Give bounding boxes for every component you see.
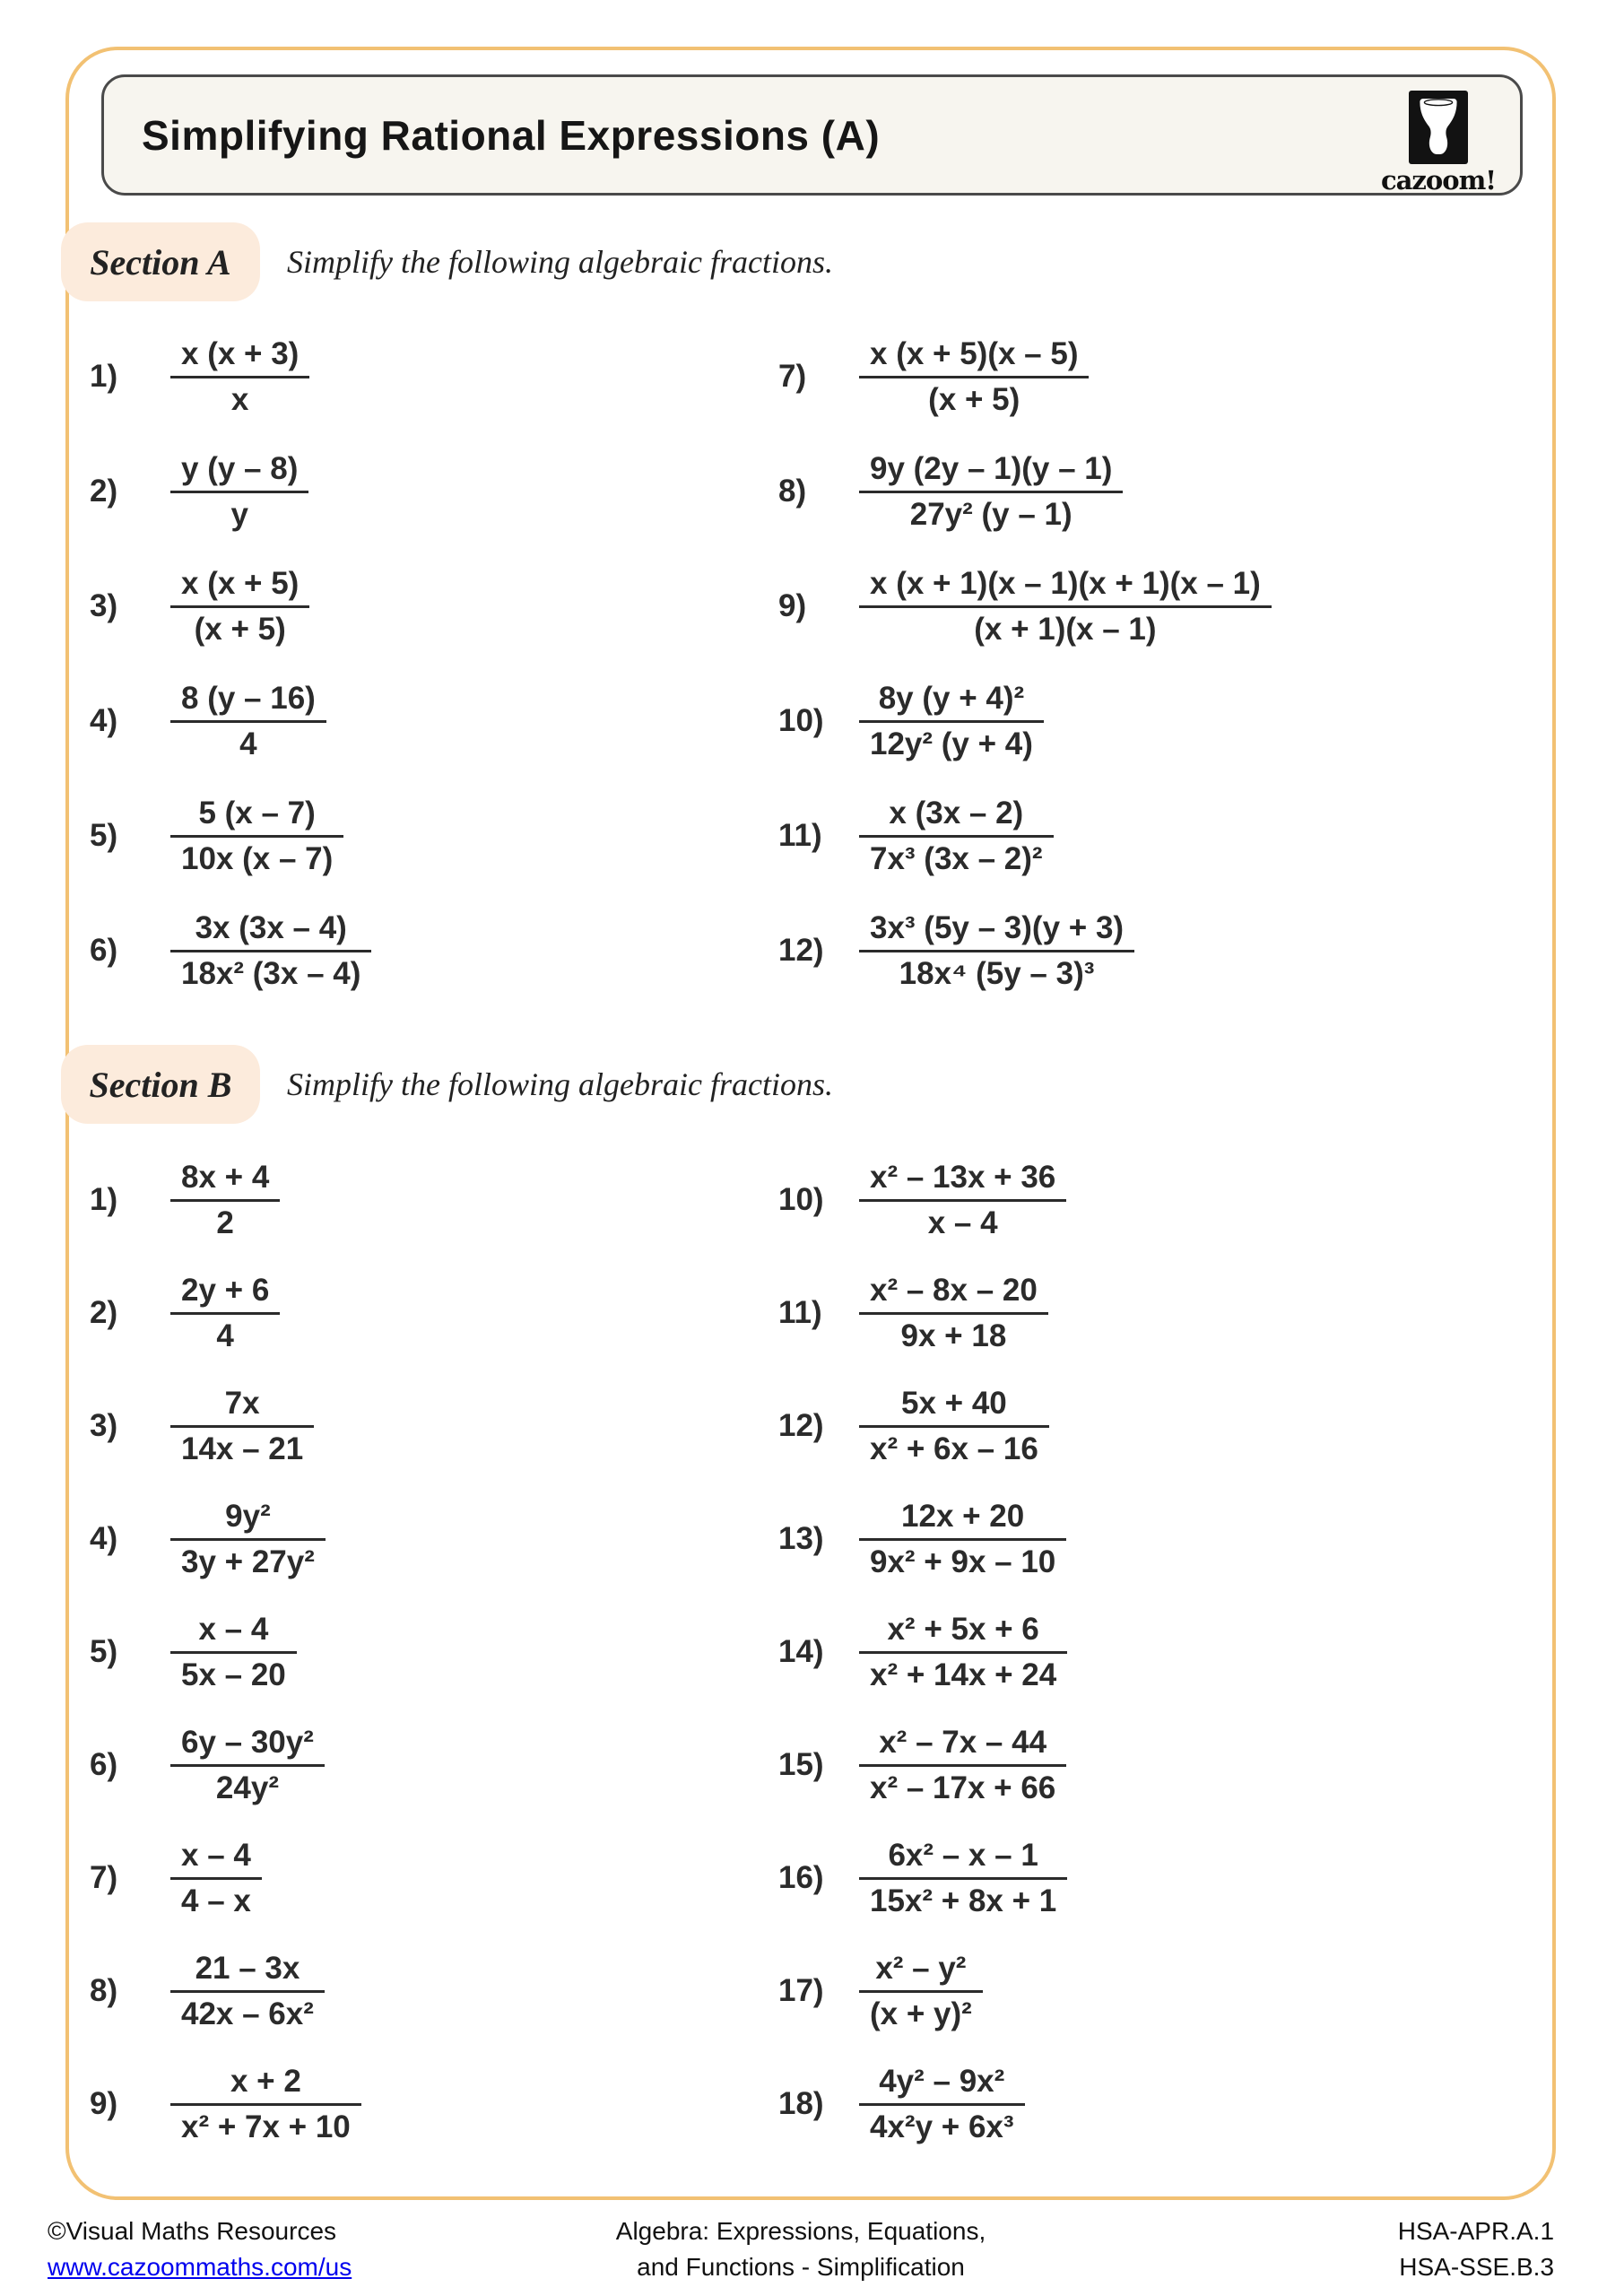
problem-number: 18)	[778, 2086, 824, 2121]
fraction	[859, 1499, 1066, 1580]
numerator: x (3x – 2)	[859, 796, 1054, 838]
copyright-text: ©Visual Maths Resources	[48, 2217, 337, 2245]
problem-number: 7)	[778, 359, 807, 394]
numerator: y (y – 8)	[170, 451, 308, 493]
denominator: 5x – 20	[181, 1657, 286, 1692]
denominator: 9x² + 9x – 10	[870, 1544, 1056, 1579]
fraction	[859, 681, 1044, 762]
fraction	[859, 451, 1123, 533]
section-a-problems	[90, 319, 1467, 1008]
denominator: 4	[239, 726, 257, 761]
footer	[48, 2213, 1554, 2285]
numerator: 2y + 6	[170, 1273, 280, 1315]
denominator: 4 – x	[181, 1883, 251, 1918]
fraction	[170, 1160, 280, 1241]
problem-15	[778, 1709, 1467, 1822]
problem-6	[90, 893, 778, 1008]
problem-1	[90, 1144, 778, 1257]
footer-right	[986, 2213, 1554, 2285]
numerator: 5x + 40	[859, 1386, 1049, 1428]
denominator: (x + 5)	[928, 381, 1020, 417]
numerator: 8 (y – 16)	[170, 681, 326, 723]
section-b-instruction: Simplify the following algebraic fractions.	[287, 1066, 833, 1102]
problem-5	[90, 778, 778, 893]
problem-number: 3)	[90, 588, 118, 623]
numerator: 6y – 30y²	[170, 1725, 325, 1767]
numerator: 6x² – x – 1	[859, 1838, 1067, 1880]
problem-number: 16)	[778, 1860, 824, 1895]
problem-number: 15)	[778, 1747, 824, 1782]
numerator: x² + 5x + 6	[859, 1612, 1067, 1654]
problem-10	[778, 664, 1467, 778]
fraction	[170, 796, 343, 877]
problem-number: 2)	[90, 474, 118, 509]
standard-code-1: HSA-APR.A.1	[1397, 2217, 1555, 2245]
fraction	[170, 1499, 326, 1580]
worksheet-header	[101, 74, 1523, 196]
numerator: x – 4	[170, 1612, 297, 1654]
fraction	[859, 336, 1089, 418]
numerator: x – 4	[170, 1838, 262, 1880]
problem-5	[90, 1596, 778, 1709]
denominator: (x + 1)(x – 1)	[974, 611, 1157, 647]
denominator: 3y + 27y²	[181, 1544, 315, 1579]
problem-number: 11)	[778, 818, 822, 853]
problem-12	[778, 1370, 1467, 1483]
fraction	[170, 681, 326, 762]
numerator: x² – 7x – 44	[859, 1725, 1066, 1767]
problem-8	[778, 434, 1467, 549]
numerator: 5 (x – 7)	[170, 796, 343, 838]
fraction	[859, 910, 1134, 992]
problem-16	[778, 1822, 1467, 1935]
numerator: 21 – 3x	[170, 1951, 325, 1993]
problem-number: 3)	[90, 1408, 118, 1443]
denominator: x – 4	[927, 1205, 998, 1240]
fraction	[170, 910, 371, 992]
problem-9	[778, 549, 1467, 664]
numerator: 7x	[170, 1386, 314, 1428]
numerator: x (x + 5)(x – 5)	[859, 336, 1089, 378]
problem-number: 6)	[90, 933, 118, 968]
denominator: 15x² + 8x + 1	[870, 1883, 1057, 1918]
problem-number: 10)	[778, 703, 824, 738]
fraction	[170, 1273, 280, 1354]
denominator: 12y² (y + 4)	[870, 726, 1033, 761]
fraction	[859, 1273, 1048, 1354]
fraction	[859, 1951, 983, 2032]
denominator: (x + 5)	[194, 611, 286, 647]
denominator: x	[230, 381, 249, 417]
problem-number: 5)	[90, 1634, 118, 1669]
denominator: 14x – 21	[181, 1431, 304, 1466]
numerator: x² – 8x – 20	[859, 1273, 1048, 1315]
section-a-label: Section A	[61, 222, 260, 301]
section-b-column-right	[778, 1144, 1467, 2161]
problem-11	[778, 778, 1467, 893]
numerator: 8x + 4	[170, 1160, 280, 1202]
denominator: x² + 7x + 10	[181, 2109, 351, 2144]
fraction	[859, 1160, 1066, 1241]
denominator: 24y²	[215, 1770, 279, 1805]
numerator: 8y (y + 4)²	[859, 681, 1044, 723]
footer-center	[616, 2213, 986, 2285]
numerator: 3x³ (5y – 3)(y + 3)	[859, 910, 1134, 952]
problem-7	[90, 1822, 778, 1935]
denominator: 18x² (3x – 4)	[181, 955, 361, 991]
page-title: Simplifying Rational Expressions (A)	[142, 111, 881, 159]
denominator: 4	[216, 1318, 234, 1353]
numerator: x (x + 5)	[170, 566, 309, 608]
drum-icon	[1409, 91, 1468, 164]
problem-number: 1)	[90, 359, 118, 394]
problem-2	[90, 434, 778, 549]
problem-10	[778, 1144, 1467, 1257]
section-a-instruction: Simplify the following algebraic fractions.	[287, 244, 833, 280]
section-b-header	[61, 1045, 833, 1124]
problem-number: 5)	[90, 818, 118, 853]
numerator: 4y² – 9x²	[859, 2064, 1025, 2106]
problem-number: 7)	[90, 1860, 118, 1895]
denominator: 4x²y + 6x³	[870, 2109, 1014, 2144]
problem-3	[90, 1370, 778, 1483]
denominator: 18x⁴ (5y – 3)³	[899, 955, 1095, 991]
problem-14	[778, 1596, 1467, 1709]
problem-number: 14)	[778, 1634, 824, 1669]
section-b-problems	[90, 1144, 1467, 2161]
denominator: x² + 6x – 16	[870, 1431, 1038, 1466]
problem-11	[778, 1257, 1467, 1370]
denominator: x² + 14x + 24	[870, 1657, 1057, 1692]
fraction	[170, 1951, 325, 2032]
section-b-label: Section B	[61, 1045, 260, 1124]
problem-number: 9)	[90, 2086, 118, 2121]
numerator: 9y (2y – 1)(y – 1)	[859, 451, 1123, 493]
problem-18	[778, 2048, 1467, 2161]
fraction	[859, 1612, 1067, 1693]
problem-4	[90, 1483, 778, 1596]
denominator: 2	[216, 1205, 234, 1240]
denominator: 7x³ (3x – 2)²	[870, 840, 1043, 876]
section-b-column-left	[90, 1144, 778, 2161]
section-a-column-right	[778, 319, 1467, 1008]
problem-number: 17)	[778, 1973, 824, 2008]
numerator: x (x + 3)	[170, 336, 309, 378]
problem-number: 8)	[90, 1973, 118, 2008]
numerator: x (x + 1)(x – 1)(x + 1)(x – 1)	[859, 566, 1272, 608]
fraction	[170, 451, 308, 533]
fraction	[170, 1838, 262, 1919]
fraction	[859, 2064, 1025, 2145]
numerator: 9y²	[170, 1499, 326, 1541]
website-link[interactable]: www.cazoommaths.com/us	[48, 2253, 352, 2281]
problem-number: 2)	[90, 1295, 118, 1330]
problem-number: 4)	[90, 1521, 118, 1556]
fraction	[859, 1386, 1049, 1467]
cazoom-logo-text: cazoom!	[1380, 165, 1497, 196]
problem-3	[90, 549, 778, 664]
numerator: x² – 13x + 36	[859, 1160, 1066, 1202]
problem-number: 12)	[778, 1408, 824, 1443]
problem-number: 6)	[90, 1747, 118, 1782]
fraction	[170, 336, 309, 418]
problem-1	[90, 319, 778, 434]
fraction	[859, 566, 1272, 648]
footer-left	[48, 2213, 616, 2285]
problem-number: 10)	[778, 1182, 824, 1217]
problem-2	[90, 1257, 778, 1370]
fraction	[170, 1612, 297, 1693]
problem-12	[778, 893, 1467, 1008]
denominator: 9x + 18	[900, 1318, 1007, 1353]
problem-number: 9)	[778, 588, 807, 623]
numerator: 12x + 20	[859, 1499, 1066, 1541]
problem-number: 8)	[778, 474, 807, 509]
denominator: 42x – 6x²	[181, 1996, 314, 2031]
fraction	[170, 1725, 325, 1806]
numerator: x + 2	[170, 2064, 361, 2106]
problem-6	[90, 1709, 778, 1822]
numerator: x² – y²	[859, 1951, 983, 1993]
problem-4	[90, 664, 778, 778]
problem-8	[90, 1935, 778, 2048]
fraction	[170, 1386, 314, 1467]
fraction	[859, 1838, 1067, 1919]
denominator: 27y² (y – 1)	[909, 496, 1073, 532]
section-a-column-left	[90, 319, 778, 1008]
problem-number: 1)	[90, 1182, 118, 1217]
fraction	[170, 2064, 361, 2145]
cazoom-logo	[1380, 91, 1497, 196]
problem-number: 11)	[778, 1295, 822, 1330]
fraction	[859, 1725, 1066, 1806]
subject-line-2: and Functions - Simplification	[637, 2253, 965, 2281]
problem-17	[778, 1935, 1467, 2048]
problem-7	[778, 319, 1467, 434]
denominator: (x + y)²	[870, 1996, 972, 2031]
denominator: 10x (x – 7)	[181, 840, 334, 876]
standard-code-2: HSA-SSE.B.3	[1399, 2253, 1555, 2281]
denominator: y	[230, 496, 248, 532]
problem-number: 12)	[778, 933, 824, 968]
problem-13	[778, 1483, 1467, 1596]
problem-9	[90, 2048, 778, 2161]
numerator: 3x (3x – 4)	[170, 910, 371, 952]
fraction	[170, 566, 309, 648]
denominator: x² – 17x + 66	[870, 1770, 1056, 1805]
fraction	[859, 796, 1054, 877]
problem-number: 13)	[778, 1521, 824, 1556]
problem-number: 4)	[90, 703, 118, 738]
section-a-header	[61, 222, 833, 301]
subject-line-1: Algebra: Expressions, Equations,	[615, 2217, 986, 2245]
